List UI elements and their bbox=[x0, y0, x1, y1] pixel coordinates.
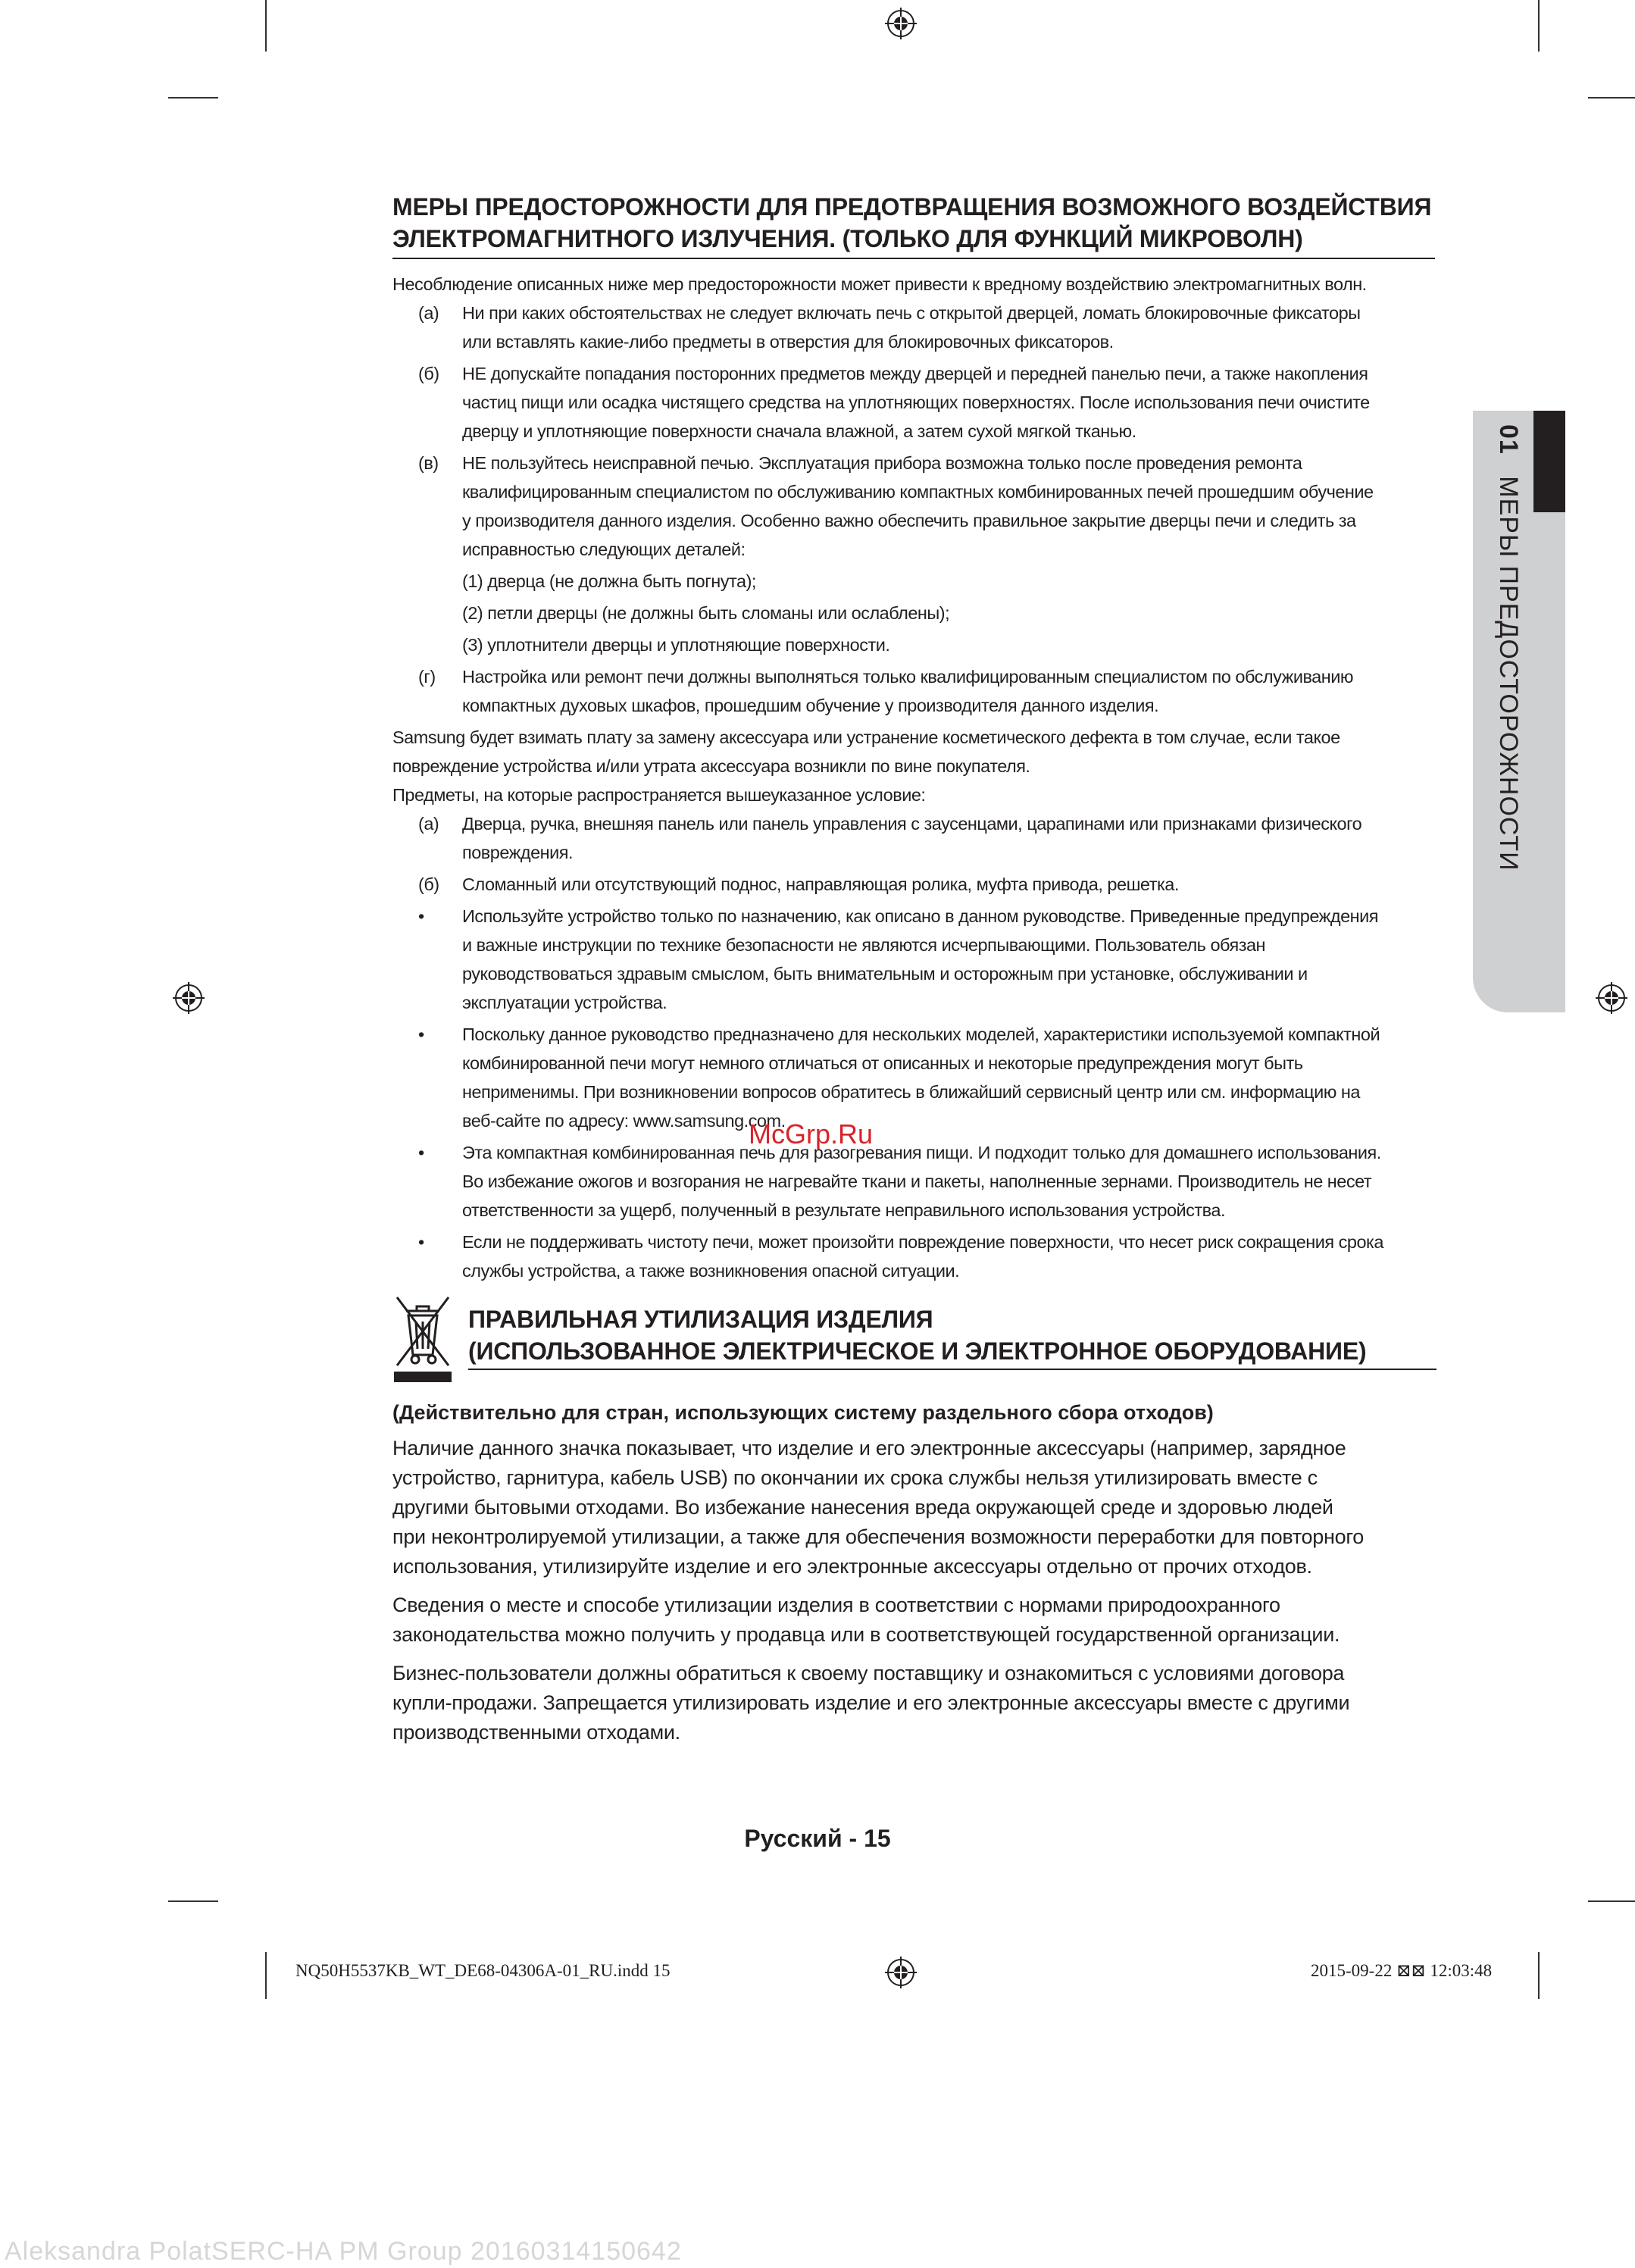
list-marker: (б) bbox=[418, 364, 439, 383]
chapter-number: 01 bbox=[1494, 424, 1523, 455]
list-marker: • bbox=[418, 1232, 424, 1252]
footer-filename: NQ50H5537KB_WT_DE68-04306A-01_RU.indd 15 bbox=[295, 1961, 671, 1980]
paragraph-line: производственными отходами. bbox=[392, 1721, 680, 1744]
bullet-item bbox=[392, 1138, 1435, 1225]
list-marker: (а) bbox=[418, 814, 439, 834]
crop-mark bbox=[168, 97, 218, 99]
registration-mark-icon bbox=[885, 1957, 917, 1988]
paragraph-line: купли-продажи. Запрещается утилизировать изделие и его электронные аксессуары вместе с другими bbox=[392, 1691, 1350, 1714]
covered-item bbox=[392, 809, 1435, 867]
paragraph-line: устройство, гарнитура, кабель USB) по окончании их срока службы нельзя утилизировать вместе с bbox=[392, 1466, 1318, 1489]
section-heading-emf bbox=[392, 191, 1435, 259]
crop-mark bbox=[265, 0, 267, 52]
paragraph-line: Бизнес-пользователи должны обратиться к своему поставщику и ознакомиться с условиями договора bbox=[392, 1662, 1345, 1685]
list-item-line: Дверца, ручка, внешняя панель или панель управления с заусенцами, царапинами или признаками физического bbox=[462, 814, 1362, 834]
registration-mark-icon bbox=[885, 8, 917, 39]
list-item-line: неприменимы. При возникновении вопросов обратитесь в ближайший сервисный центр или см. информацию на bbox=[462, 1082, 1360, 1102]
list-item-line: Поскольку данное руководство предназначено для нескольких моделей, характеристики используемой компактной bbox=[462, 1025, 1380, 1044]
list-item-line: НЕ допускайте попадания посторонних предметов между дверцей и передней панелью печи, а также накопления bbox=[462, 364, 1368, 383]
paragraph-line: при неконтролируемой утилизации, а также для обеспечения возможности переработки для повторного bbox=[392, 1525, 1364, 1548]
crop-mark bbox=[168, 1900, 218, 1902]
precaution-list bbox=[392, 299, 1435, 567]
bottom-credit: Aleksandra PolatSERC-HA PM Group 20160314150642 bbox=[5, 2237, 682, 2266]
spacer bbox=[392, 1285, 1435, 1288]
list-item-line: повреждения. bbox=[462, 843, 574, 862]
list-item-line: Используйте устройство только по назначению, как описано в данном руководстве. Приведенные предупреждения bbox=[462, 906, 1378, 926]
list-item-line: Во избежание ожогов и возгорания не нагревайте ткани и пакеты, наполненные зернами. Производитель не несет bbox=[462, 1172, 1372, 1191]
text-line: Samsung будет взимать плату за замену аксессуара или устранение косметического дефекта в том случае, если такое bbox=[392, 727, 1340, 747]
list-marker: • bbox=[418, 1143, 424, 1162]
weee-heading bbox=[392, 1293, 1435, 1387]
list-item-line: руководствоваться здравым смыслом, быть внимательным и осторожным при установке, обслуживании и bbox=[462, 964, 1308, 984]
registration-mark-icon bbox=[173, 982, 205, 1014]
crop-mark bbox=[1588, 1900, 1635, 1902]
weee-title-line: (ИСПОЛЬЗОВАННОЕ ЭЛЕКТРИЧЕСКОЕ И ЭЛЕКТРОННОЕ ОБОРУДОВАНИЕ) bbox=[468, 1335, 1436, 1370]
list-marker: (а) bbox=[418, 303, 439, 323]
footer-timestamp: 2015-09-22 ⊠⊠ 12:03:48 bbox=[1311, 1961, 1493, 1980]
chapter-label: МЕРЫ ПРЕДОСТОРОЖНОСТИ bbox=[1494, 476, 1523, 871]
page-number: Русский - 15 bbox=[744, 1825, 891, 1852]
paragraph bbox=[392, 1434, 1435, 1581]
crop-mark bbox=[265, 1952, 267, 1999]
crossed-bin-icon bbox=[392, 1293, 453, 1384]
list-item-line: Ни при каких обстоятельствах не следует включать печь с открытой дверцей, ломать блокировочные фиксаторы bbox=[462, 303, 1361, 323]
intro-text: Несоблюдение описанных ниже мер предосторожности может привести к вредному воздействию электромагнитных волн. bbox=[392, 274, 1367, 294]
bullet-item bbox=[392, 1020, 1435, 1135]
precaution-item bbox=[392, 662, 1435, 720]
watermark: McGrp.Ru bbox=[749, 1118, 874, 1150]
door-part-item: (1) дверца (не должна быть погнута); bbox=[462, 571, 756, 591]
list-marker: (в) bbox=[418, 453, 439, 473]
list-marker: • bbox=[418, 1025, 424, 1044]
precaution-item bbox=[392, 299, 1435, 356]
list-item-line: или вставлять какие-либо предметы в отверстия для блокировочных фиксаторов. bbox=[462, 332, 1114, 352]
list-item-line: исправностью следующих деталей: bbox=[462, 540, 746, 559]
heading-line: МЕРЫ ПРЕДОСТОРОЖНОСТИ ДЛЯ ПРЕДОТВРАЩЕНИЯ ВОЗМОЖНОГО ВОЗДЕЙСТВИЯ bbox=[392, 193, 1432, 221]
list-item-line: ответственности за ущерб, полученный в результате неправильного использования устройства. bbox=[462, 1200, 1225, 1220]
list-item-line: Эта компактная комбинированная печь для разогревания пищи. И подходит только для домашнего использования. bbox=[462, 1143, 1381, 1162]
registration-mark-icon bbox=[1596, 982, 1627, 1014]
list-item-line: веб-сайте по адресу: www.samsung.com. bbox=[462, 1111, 786, 1131]
list-item-line: квалифицированным специалистом по обслуживанию компактных комбинированных печей прошедшим обучение bbox=[462, 482, 1374, 502]
precaution-list-g bbox=[392, 662, 1435, 723]
paragraph-line: Наличие данного значка показывает, что изделие и его электронные аксессуары (например, зарядное bbox=[392, 1437, 1346, 1459]
paragraph-line: другими бытовыми отходами. Во избежание нанесения вреда окружающей среде и здоровью людей bbox=[392, 1496, 1333, 1519]
list-marker: • bbox=[418, 906, 424, 926]
door-part-item: (2) петли дверцы (не должны быть сломаны или ослаблены); bbox=[462, 603, 950, 623]
text-line: повреждение устройства и/или утрата аксессуара возникли по вине покупателя. bbox=[392, 756, 1030, 776]
weee-title-line: ПРАВИЛЬНАЯ УТИЛИЗАЦИЯ ИЗДЕЛИЯ bbox=[468, 1306, 933, 1333]
list-item-line: НЕ пользуйтесь неисправной печью. Эксплуатация прибора возможна только после проведения ремонта bbox=[462, 453, 1302, 473]
list-item-line: и важные инструкции по технике безопасности не являются исчерпывающими. Пользователь обязан bbox=[462, 935, 1266, 955]
paragraph-line: законодательства можно получить у продавца или в соответствующей государственной организации. bbox=[392, 1623, 1340, 1646]
door-part-item: (3) уплотнители дверцы и уплотняющие поверхности. bbox=[462, 635, 890, 655]
paragraph-line: использования, утилизируйте изделие и его электронные аксессуары отдельно от прочих отходов. bbox=[392, 1555, 1312, 1578]
list-item-line: компактных духовых шкафов, прошедшим обучение у производителя данного изделия. bbox=[462, 696, 1159, 715]
paragraph bbox=[392, 1591, 1435, 1650]
paragraph bbox=[392, 1659, 1435, 1747]
bullet-item bbox=[392, 902, 1435, 1017]
list-item-line: Если не поддерживать чистоту печи, может произойти повреждение поверхности, что несет риск сокращения срока bbox=[462, 1232, 1383, 1252]
list-item-line: частиц пищи или осадка чистящего средства на уплотняющих поверхностях. После использования печи очистите bbox=[462, 393, 1370, 412]
covered-item bbox=[392, 870, 1435, 899]
crop-mark bbox=[1538, 1952, 1540, 1999]
crop-mark bbox=[1538, 0, 1540, 52]
paragraph-line: Сведения о месте и способе утилизации изделия в соответствии с нормами природоохранного bbox=[392, 1594, 1280, 1616]
chapter-tab-marker bbox=[1533, 411, 1565, 512]
covered-items-list bbox=[392, 809, 1435, 902]
bullet-item bbox=[392, 1228, 1435, 1285]
precaution-item bbox=[392, 359, 1435, 446]
text-line: Предметы, на которые распространяется вышеуказанное условие: bbox=[392, 785, 926, 805]
list-item-line: дверцу и уплотняющие поверхности сначала влажной, а затем сухой мягкой тканью. bbox=[462, 421, 1136, 441]
page-content bbox=[392, 191, 1435, 1757]
weee-subtitle: (Действительно для стран, использующих систему раздельного сбора отходов) bbox=[392, 1401, 1214, 1424]
list-item-line: комбинированной печи могут немного отличаться от описанных и некоторые предупреждения могут быть bbox=[462, 1053, 1303, 1073]
list-item-line: службы устройства, а также возникновения опасной ситуации. bbox=[462, 1261, 960, 1281]
list-item-line: у производителя данного изделия. Особенно важно обеспечить правильное закрытие дверцы печи и следить за bbox=[462, 511, 1356, 530]
list-marker: (г) bbox=[418, 667, 436, 687]
list-item-line: Настройка или ремонт печи должны выполняться только квалифицированным специалистом по обслуживанию bbox=[462, 667, 1353, 687]
list-marker: (б) bbox=[418, 874, 439, 894]
list-item-line: эксплуатации устройства. bbox=[462, 993, 667, 1012]
weee-paragraphs bbox=[392, 1434, 1435, 1747]
door-parts-list bbox=[392, 567, 1435, 662]
precaution-item bbox=[392, 449, 1435, 564]
crop-mark bbox=[1588, 97, 1635, 99]
accessory-fee-text bbox=[392, 723, 1435, 809]
heading-line: ЭЛЕКТРОМАГНИТНОГО ИЗЛУЧЕНИЯ. (ТОЛЬКО ДЛЯ ФУНКЦИЙ МИКРОВОЛН) bbox=[392, 225, 1303, 252]
safety-bullet-list bbox=[392, 902, 1435, 1288]
list-item-line: Сломанный или отсутствующий поднос, направляющая ролика, муфта привода, решетка. bbox=[462, 874, 1179, 894]
chapter-tab[interactable] bbox=[1477, 424, 1523, 1000]
